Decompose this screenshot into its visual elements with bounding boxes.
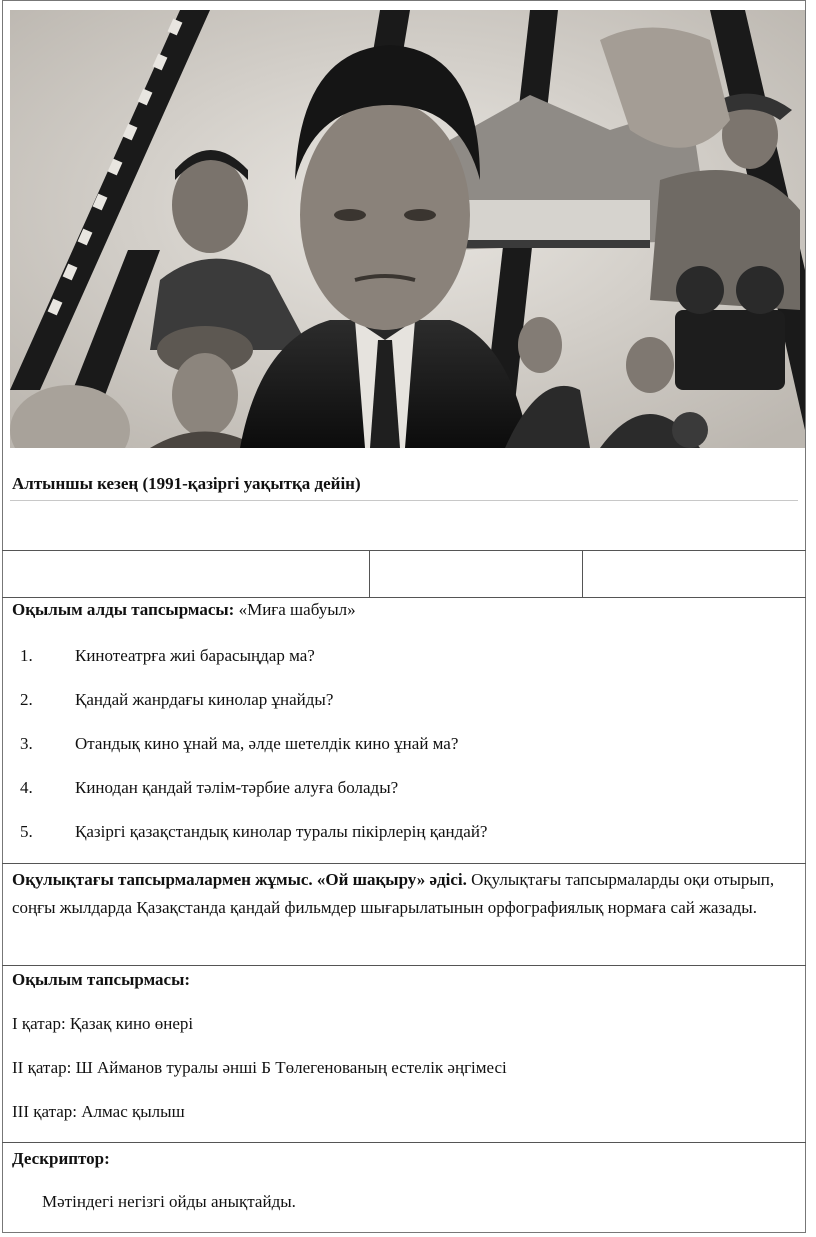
textbook-task [12,866,792,922]
reading-row-2: ІІ қатар: Ш Айманов туралы әнші Б Төлегенованың естелік әңгімесі [12,1058,507,1077]
descriptor-label: Дескриптор: [12,1149,110,1168]
question-number: 3. [20,734,33,753]
textbook-task-label: Оқулықтағы тапсырмалармен жұмыс. «Ой шақыру» әдісі. [12,870,467,889]
question-number: 5. [20,822,33,841]
cinema-collage-image [10,10,805,448]
question-number: 4. [20,778,33,797]
row-divider [2,863,806,864]
reading-task-label: Оқылым тапсырмасы: [12,970,191,989]
collage-graphic [10,10,805,448]
title-divider [10,500,798,501]
question-number: 1. [20,646,33,665]
question-number: 2. [20,690,33,709]
question-text: Отандық кино ұнай ма, әлде шетелдік кино ұнай ма? [75,734,459,753]
section-title: Алтыншы кезең (1991-қазіргі уақытқа дейін) [12,474,361,493]
cell-divider [582,550,583,597]
question-text: Қазіргі қазақстандық кинолар туралы пікірлерің қандай? [75,822,488,841]
descriptor-item: Мәтіндегі негізгі ойды анықтайды. [42,1192,296,1211]
reading-row-3: ІІІ қатар: Алмас қылыш [12,1102,185,1121]
pre-reading-method: «Миға шабуыл» [238,600,356,619]
question-text: Кинодан қандай тәлім-тәрбие алуға болады? [75,778,399,797]
row-divider [2,1142,806,1143]
row-divider [2,550,806,551]
question-text: Қандай жанрдағы кинолар ұнайды? [75,690,334,709]
textbook-task-body: Оқулықтағы тапсырмаларды оқи отырып, соңғы жылдарда Қазақстанда қандай фильмдер шығарылатынын орфографиялық нормаға сай жазады. [12,870,775,917]
question-text: Кинотеатрға жиі барасыңдар ма? [75,646,315,665]
reading-row-1: І қатар: Қазақ кино өнері [12,1014,194,1033]
cell-divider [369,550,370,597]
pre-reading-label: Оқылым алды тапсырмасы: [12,600,235,619]
pre-reading-heading [12,596,356,624]
